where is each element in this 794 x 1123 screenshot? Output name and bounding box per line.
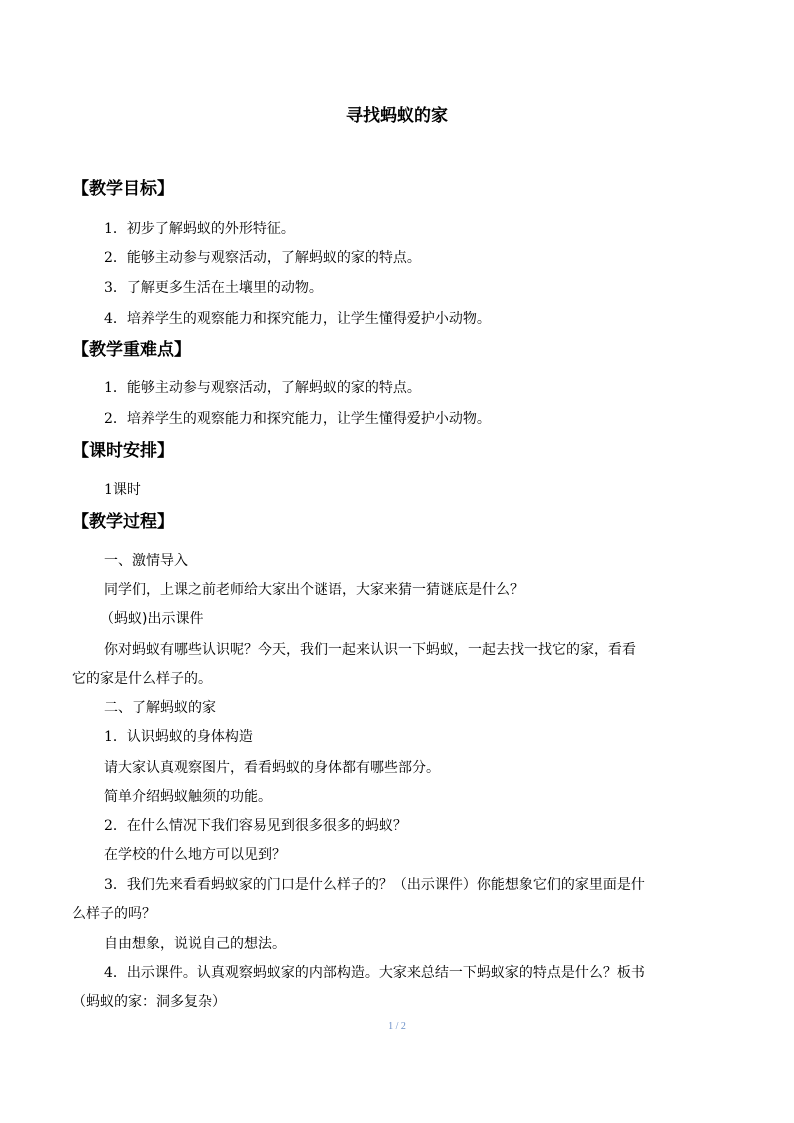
process-paragraph: （蚂蚁)出示课件 — [100, 611, 204, 627]
process-paragraph: 你对蚂蚁有哪些认识呢？今天，我们一起来认识一下蚂蚁，一起去找一找它的家，看看 — [104, 642, 636, 658]
process-step-text: 在什么情况下我们容易见到很多很多的蚂蚁？ — [126, 818, 407, 834]
process-step-number: 1． — [104, 729, 127, 745]
process-step — [104, 875, 645, 895]
goal-item-text: 培养学生的观察能力和探究能力，让学生懂得爱护小动物。 — [126, 311, 491, 327]
goal-item-text: 初步了解蚂蚁的外形特征。 — [126, 221, 295, 237]
process-paragraph: 请大家认真观察图片，看看蚂蚁的身体都有哪些部分。 — [104, 760, 440, 776]
process-step — [104, 816, 407, 836]
goal-item-text: 了解更多生活在土壤里的动物。 — [126, 280, 323, 296]
process-paragraph: 它的家是什么样子的。 — [72, 671, 212, 687]
section-heading-process: 【教学过程】 — [72, 512, 174, 532]
process-step-text: 出示课件。认真观察蚂蚁家的内部构造。大家来总结一下蚂蚁家的特点是什么？板书 — [126, 965, 645, 981]
process-step-text: 我们先来看看蚂蚁家的门口是什么样子的？（出示课件）你能想象它们的家里面是什 — [126, 877, 645, 893]
process-step-number: 3． — [104, 877, 127, 893]
goal-item — [104, 309, 491, 329]
goal-item — [104, 248, 421, 268]
goal-item — [104, 219, 295, 239]
page-number: 1 / 2 — [388, 1021, 406, 1032]
process-paragraph: 简单介绍蚂蚁触须的功能。 — [104, 789, 272, 805]
section-heading-schedule: 【课时安排】 — [72, 441, 174, 461]
process-step-text: 认识蚂蚁的身体构造 — [126, 729, 253, 745]
goal-item-number: 3． — [104, 280, 127, 296]
process-step-number: 4． — [104, 965, 127, 981]
process-step — [104, 963, 645, 983]
section-heading-goals: 【教学目标】 — [72, 179, 174, 199]
schedule-number: 1 — [104, 482, 113, 498]
process-paragraph: 自由想象，说说自己的想法。 — [104, 936, 286, 952]
process-paragraph: 同学们，上课之前老师给大家出个谜语，大家来猜一猜谜底是什么？ — [104, 582, 524, 598]
section-heading-keypoints: 【教学重难点】 — [72, 340, 191, 360]
process-step-number: 2． — [104, 818, 127, 834]
process-step — [104, 727, 253, 747]
goal-item-number: 2． — [104, 250, 127, 266]
process-subheading: 一、激情导入 — [104, 553, 188, 569]
schedule-unit: 课时 — [112, 482, 141, 498]
page-title: 寻找蚂蚁的家 — [346, 106, 448, 126]
goal-item-text: 能够主动参与观察活动，了解蚂蚁的家的特点。 — [126, 250, 421, 266]
goal-item — [104, 278, 323, 298]
keypoint-item-text: 培养学生的观察能力和探究能力，让学生懂得爱护小动物。 — [126, 411, 491, 427]
keypoint-item-text: 能够主动参与观察活动，了解蚂蚁的家的特点。 — [126, 380, 421, 396]
goal-item-number: 1． — [104, 221, 127, 237]
keypoint-item-number: 1． — [104, 380, 127, 396]
schedule-text — [104, 480, 141, 500]
keypoint-item-number: 2． — [104, 411, 127, 427]
process-subheading: 二、了解蚂蚁的家 — [104, 700, 216, 716]
process-paragraph: 么样子的吗？ — [72, 906, 156, 922]
process-paragraph: 在学校的什么地方可以见到？ — [104, 847, 286, 863]
keypoint-item — [104, 409, 491, 429]
keypoint-item — [104, 378, 421, 398]
process-paragraph: （蚂蚁的家：洞多复杂） — [72, 994, 226, 1010]
goal-item-number: 4． — [104, 311, 127, 327]
